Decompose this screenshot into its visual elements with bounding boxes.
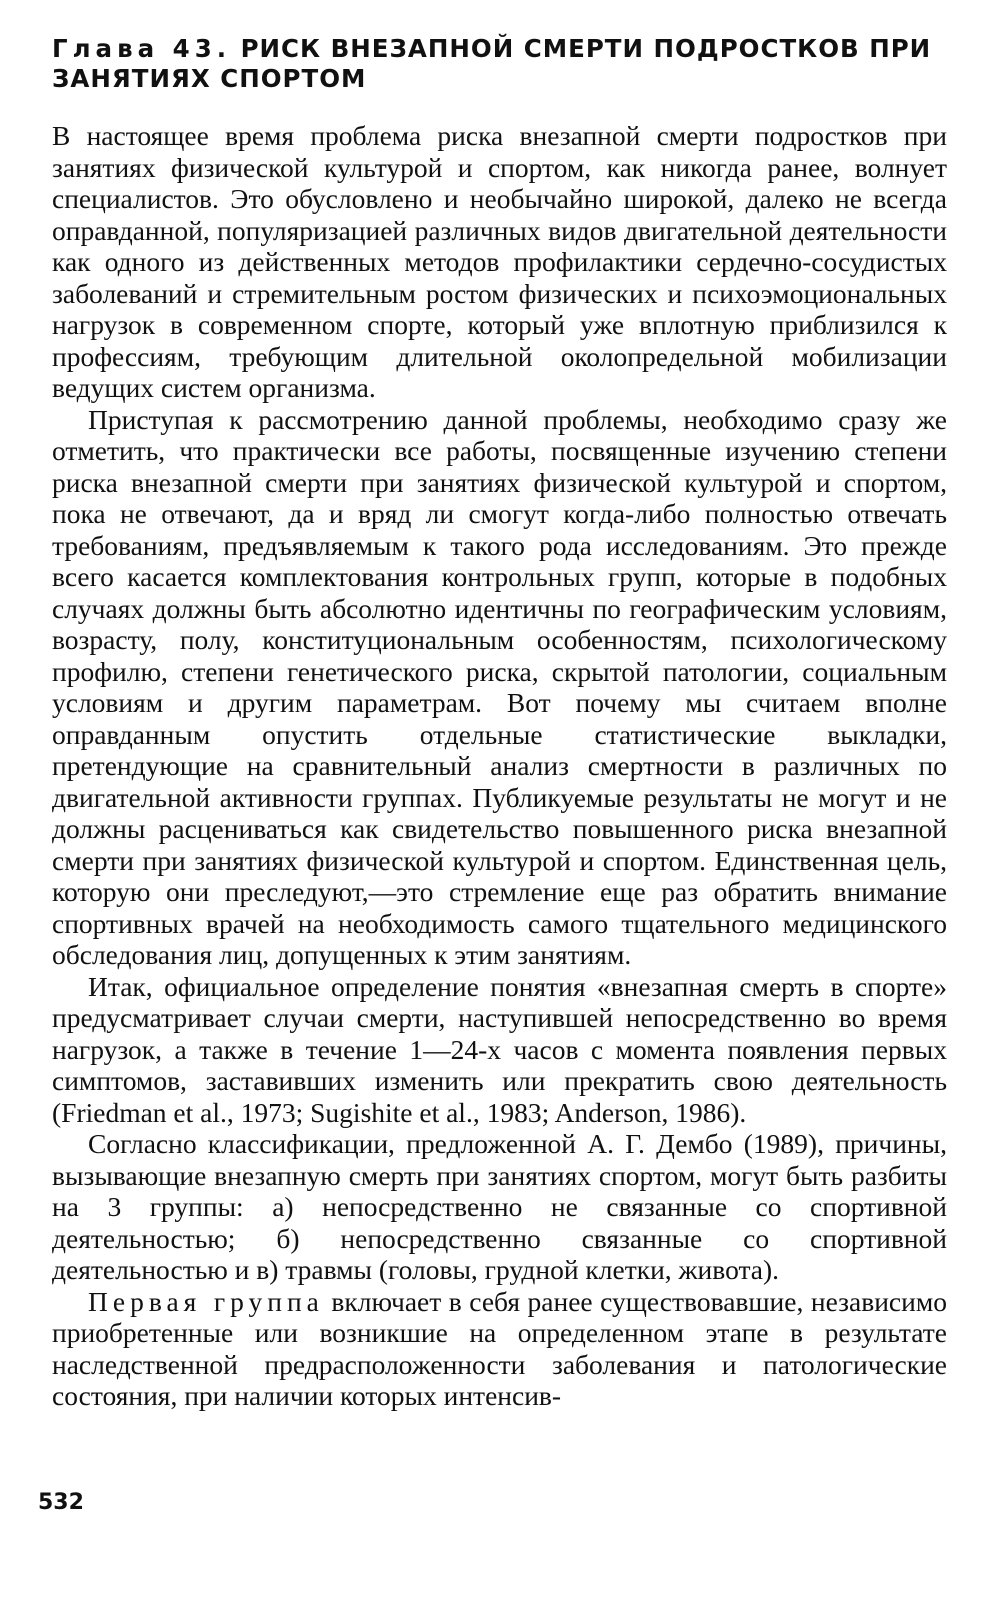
paragraph-2: Приступая к рассмотрению данной проблемы, необходимо сразу же отметить, что практически все работы, посвященные изучению степени риска внезапной смерти при занятиях физической культурой и спортом, пока не отвечают, да и вряд ли смогут когда-либо полностью отвечать требованиям, предъявляемым к такого рода исследованиям. Это прежде всего касается комплектования контрольных групп, которые в подобных случаях должны быть абсолютно идентичны по географическим условиям, возрасту, полу, конституциональным особенностям, психологическому профилю, степени генетического риска, скрытой патологии, социальным условиям и другим параметрам. Вот почему мы считаем вполне оправданным опустить отдельные статистические выкладки, претендующие на сравнительный анализ смертности в различных по двигательной активности группах. Публикуемые результаты не могут и не должны расцениваться как свидетельство повышенного риска внезапной смерти при занятиях физической культурой и спортом. Единственная цель, которую они преследуют,—это стремление еще раз обратить внимание спортивных врачей на необходимость самого тщательного медицинского обследования лиц, допущенных к этим занятиям. <box>52 403 947 970</box>
chapter-label: Глава 43. <box>52 34 232 63</box>
body-text <box>52 120 947 1412</box>
chapter-heading <box>52 34 947 94</box>
paragraph-5-text: включает в себя ранее существовавшие, независимо приобретенные или возникшие на определенном этапе в результате наследственной предрасположенности заболевания и патологические состояния, при наличии которых интенсив- <box>52 1285 947 1411</box>
paragraph-5 <box>52 1286 947 1412</box>
emphasized-lead: Первая группа <box>88 1285 324 1317</box>
paragraph-3: Итак, официальное определение понятия «внезапная смерть в спорте» предусматривает случаи смерти, наступившей непосредственно во время нагрузок, а также в течение 1—24-х часов с момента появления первых симптомов, заставивших изменить или прекратить свою деятельность (Friedman et al., 1973; Sugishite et al., 1983; Anderson, 1986). <box>52 970 947 1128</box>
chapter-title: РИСК ВНЕЗАПНОЙ СМЕРТИ ПОДРОСТКОВ ПРИ ЗАНЯТИЯХ СПОРТОМ <box>52 34 932 93</box>
paragraph-4: Согласно классификации, предложенной А. Г. Дембо (1989), причины, вызывающие внезапную смерть при занятиях спортом, могут быть разбиты на 3 группы: а) непосредственно не связанные со спортивной деятельностью; б) непосредственно связанные со спортивной деятельностью и в) травмы (головы, грудной клетки, живота). <box>52 1128 947 1285</box>
page-number: 532 <box>38 1490 84 1515</box>
paragraph-1: В настоящее время проблема риска внезапной смерти подростков при занятиях физической культурой и спортом, как никогда ранее, волнует специалистов. Это обусловлено и необычайно широкой, далеко не всегда оправданной, популяризацией различных видов двигательной деятельности как одного из действенных методов профилактики сердечно-сосудистых заболеваний и стремительным ростом физических и психоэмоциональных нагрузок в современном спорте, который уже вплотную приблизился к профессиям, требующим длительной околопредельной мобилизации ведущих систем организма. <box>52 120 947 403</box>
